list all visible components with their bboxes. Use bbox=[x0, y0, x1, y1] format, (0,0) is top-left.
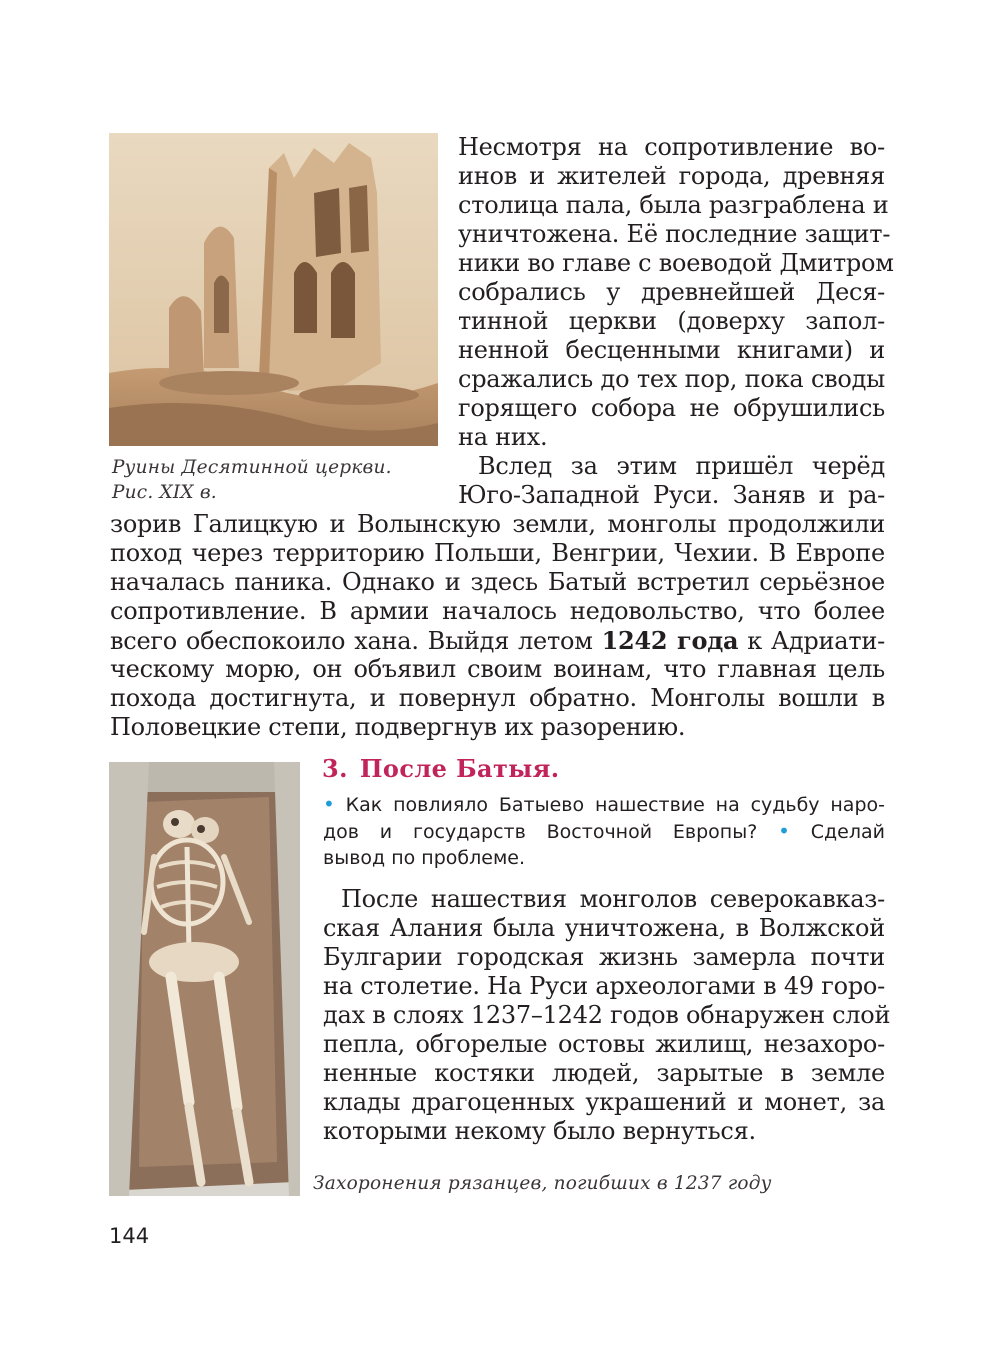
text-line: После нашествия монголов северокавказ- bbox=[341, 885, 885, 913]
text-line: дах в слоях 1237–1242 годов обнаружен слой bbox=[323, 1001, 891, 1029]
text-line: уничтожена. Её последние защит- bbox=[458, 220, 891, 248]
text-line: ческому морю, он объявил своим воинам, что главная цель bbox=[110, 655, 885, 683]
burial-drawing bbox=[109, 762, 300, 1196]
text-line: поход через территорию Польши, Венгрии, Чехии. В Европе bbox=[110, 539, 885, 567]
page-number: 144 bbox=[109, 1224, 150, 1248]
section-title: После Батыя. bbox=[359, 754, 560, 783]
text-line: столица пала, была разграблена и bbox=[458, 191, 889, 219]
section-number: 3. bbox=[322, 754, 348, 783]
text-line: Половецкие степи, подвергнув их разорению. bbox=[110, 713, 686, 741]
question-text: Как повлияло Батыево нашествие на судьбу наро- bbox=[345, 794, 885, 816]
text-line: Вслед за этим пришёл черёд bbox=[478, 452, 885, 480]
text-line: Несмотря на сопротивление во- bbox=[458, 133, 885, 161]
bold-date: 1242 года bbox=[601, 626, 739, 655]
question-line: вывод по проблеме. bbox=[323, 847, 526, 869]
question-line bbox=[323, 790, 885, 819]
text-line: ненные костяки людей, зарытые в земле bbox=[323, 1059, 885, 1087]
text-line: пепла, обгорелые остовы жилищ, незахоро- bbox=[323, 1030, 885, 1058]
text-line: ненной бесценными книгами) и bbox=[458, 336, 885, 364]
text-line: сражались до тех пор, пока своды bbox=[458, 365, 885, 393]
figure1-caption-line1: Руины Десятинной церкви. bbox=[112, 457, 392, 478]
bullet-icon: • bbox=[778, 819, 790, 843]
text-line: сопротивление. В армии началось недовольство, что более bbox=[110, 597, 885, 625]
church-ruins-drawing bbox=[109, 133, 438, 446]
figure2-caption: Захоронения рязанцев, погибших в 1237 году bbox=[313, 1173, 772, 1194]
text-line: собрались у древнейшей Деся- bbox=[458, 278, 885, 306]
figure1-caption-line2: Рис. XIX в. bbox=[112, 482, 217, 503]
text-fragment: всего обеспокоило хана. Выйдя летом bbox=[110, 627, 593, 655]
text-line: инов и жителей города, древняя bbox=[458, 162, 885, 190]
text-line: которыми некому было вернуться. bbox=[323, 1117, 756, 1145]
text-line: зорив Галицкую и Волынскую земли, монголы продолжили bbox=[110, 510, 885, 538]
question-text: Сделай bbox=[810, 821, 886, 843]
text-line: на столетие. На Руси археологами в 49 горо- bbox=[323, 972, 885, 1000]
question-line bbox=[323, 817, 885, 846]
text-line: горящего собора не обрушились bbox=[458, 394, 885, 422]
text-line-with-date bbox=[110, 626, 885, 656]
bullet-icon: • bbox=[323, 792, 335, 816]
figure1-caption bbox=[112, 455, 432, 505]
text-line: тинной церкви (доверху запол- bbox=[458, 307, 885, 335]
burial-photo bbox=[109, 762, 300, 1196]
text-line: Юго-Западной Руси. Заняв и ра- bbox=[458, 481, 885, 509]
question-text: дов и государств Восточной Европы? bbox=[323, 821, 758, 843]
text-fragment: к Адриати- bbox=[747, 627, 885, 655]
text-line: ники во главе с воеводой Дмитром bbox=[458, 249, 894, 277]
text-line: похода достигнута, и повернул обратно. Монголы вошли в bbox=[110, 684, 885, 712]
section-heading bbox=[322, 754, 560, 783]
text-line: Булгарии городская жизнь замерла почти bbox=[323, 943, 885, 971]
text-line: клады драгоценных украшений и монет, за bbox=[323, 1088, 885, 1116]
text-line: началась паника. Однако и здесь Батый встретил серьёзное bbox=[110, 568, 885, 596]
text-line: на них. bbox=[458, 423, 548, 451]
church-ruins-illustration bbox=[109, 133, 438, 446]
text-line: ская Алания была уничтожена, в Волжской bbox=[323, 914, 885, 942]
